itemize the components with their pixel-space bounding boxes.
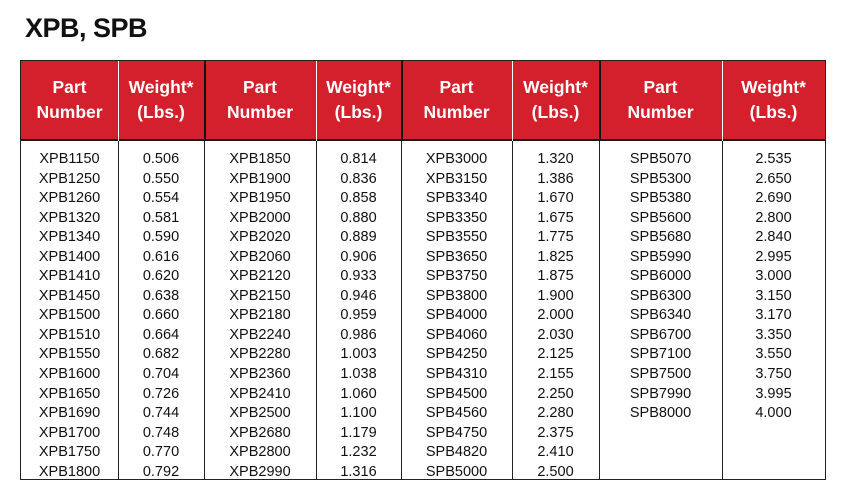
part-number-cell: XPB1450 <box>38 287 101 304</box>
part-number-column-4 <box>599 150 722 424</box>
weight-cell: 0.664 <box>142 326 180 343</box>
part-number-cell: SPB5990 <box>629 248 692 265</box>
part-number-cell: SPB3550 <box>425 229 488 246</box>
part-number-cell: SPB4750 <box>425 424 488 441</box>
part-number-cell: SPB6700 <box>629 326 692 343</box>
header-part-number-1 <box>21 61 118 139</box>
weight-cell: 3.550 <box>755 346 792 363</box>
weight-cell: 2.125 <box>537 346 574 363</box>
part-number-column-3 <box>401 150 512 482</box>
part-number-cell: XPB2680 <box>229 424 291 441</box>
part-number-column-1 <box>21 150 118 482</box>
part-number-cell: XPB1690 <box>38 405 101 422</box>
weight-cell: 1.003 <box>340 346 377 363</box>
weight-cell: 0.814 <box>340 151 377 167</box>
weight-cell: 2.155 <box>537 366 574 383</box>
weight-cell: 1.670 <box>537 190 574 207</box>
column-divider <box>118 61 119 141</box>
header-line: Weight* <box>326 77 391 97</box>
weight-cell: 0.590 <box>142 229 180 246</box>
part-number-cell: XPB2500 <box>229 405 291 422</box>
column-divider <box>512 61 513 141</box>
weight-cell: 0.638 <box>142 287 180 304</box>
weight-cell: 0.906 <box>340 248 377 265</box>
part-number-cell: XPB1850 <box>229 151 291 167</box>
part-number-cell: XPB1950 <box>229 190 291 207</box>
part-number-cell: XPB1400 <box>38 248 101 265</box>
part-number-cell: XPB1260 <box>38 190 101 207</box>
part-number-cell: SPB4250 <box>425 346 488 363</box>
weight-cell: 1.320 <box>537 151 574 167</box>
page-title: XPB, SPB <box>25 13 148 43</box>
part-number-cell: XPB2990 <box>229 463 291 480</box>
header-line: (Lbs.) <box>137 102 185 122</box>
weight-cell: 1.179 <box>340 424 377 441</box>
part-number-cell: SPB5300 <box>629 170 692 187</box>
weight-cell: 0.770 <box>142 444 180 461</box>
weight-cell: 1.316 <box>340 463 377 480</box>
weight-cell: 2.250 <box>537 385 574 402</box>
header-line: Number <box>36 102 103 122</box>
part-number-cell: SPB3340 <box>425 190 488 207</box>
header-line: Part <box>439 77 474 97</box>
weight-cell: 0.933 <box>340 268 377 285</box>
part-number-cell: SPB5070 <box>629 151 692 167</box>
part-number-cell: XPB2120 <box>229 268 291 285</box>
part-number-cell: SPB3650 <box>425 248 488 265</box>
part-number-cell: SPB5380 <box>629 190 692 207</box>
column-divider <box>722 61 723 141</box>
weight-column-3 <box>512 150 599 482</box>
weight-cell: 1.875 <box>537 268 574 285</box>
part-number-cell: XPB1320 <box>38 209 101 226</box>
part-number-cell: SPB7500 <box>629 366 692 383</box>
part-number-cell: XPB1150 <box>39 151 100 167</box>
weight-cell: 3.750 <box>755 366 792 383</box>
weight-cell: 0.660 <box>142 307 180 324</box>
header-line: Part <box>643 77 678 97</box>
part-number-cell: SPB7100 <box>629 346 692 363</box>
part-number-cell: SPB3350 <box>425 209 488 226</box>
header-line: Part <box>242 77 278 97</box>
weight-cell: 0.726 <box>142 385 180 402</box>
part-number-cell: SPB4060 <box>425 326 488 343</box>
weight-cell: 1.386 <box>537 170 574 187</box>
weight-cell: 2.030 <box>537 326 574 343</box>
part-number-cell: XPB3000 <box>425 151 488 167</box>
part-number-cell: SPB5600 <box>629 209 692 226</box>
header-line: Weight* <box>523 77 588 97</box>
weight-cell: 1.825 <box>537 248 574 265</box>
part-number-cell: SPB3800 <box>425 287 488 304</box>
header-line: Weight* <box>128 77 194 97</box>
weight-cell: 2.375 <box>537 424 574 441</box>
weight-cell: 2.280 <box>537 405 574 422</box>
column-divider <box>204 61 206 141</box>
header-line: Number <box>226 102 294 122</box>
part-number-cell: XPB2150 <box>229 287 291 304</box>
weight-cell: 1.900 <box>537 287 574 304</box>
weight-cell: 1.675 <box>537 209 574 226</box>
column-divider <box>599 61 601 141</box>
part-number-cell: XPB1510 <box>38 326 101 343</box>
weight-cell: 3.000 <box>755 268 792 285</box>
part-number-cell: XPB2360 <box>229 366 291 383</box>
part-number-cell: XPB1900 <box>229 170 291 187</box>
header-weight-2 <box>316 61 401 139</box>
header-weight-4 <box>722 61 825 139</box>
column-divider <box>401 61 403 141</box>
weight-column-2 <box>316 150 401 482</box>
weight-cell: 2.535 <box>755 151 792 167</box>
weight-cell: 0.704 <box>142 366 180 383</box>
part-number-cell: SPB7990 <box>629 385 692 402</box>
header-weight-3 <box>512 61 599 139</box>
weight-cell: 3.150 <box>755 287 792 304</box>
part-number-cell: SPB6300 <box>629 287 692 304</box>
part-number-cell: XPB1800 <box>38 463 101 480</box>
part-number-cell: XPB1410 <box>38 268 101 285</box>
part-number-cell: XPB2060 <box>229 248 291 265</box>
weight-cell: 0.858 <box>340 190 377 207</box>
header-line: Number <box>627 102 694 122</box>
part-number-cell: XPB1700 <box>38 424 101 441</box>
part-number-cell: XPB3150 <box>425 170 488 187</box>
part-number-cell: SPB6340 <box>629 307 692 324</box>
weight-cell: 0.620 <box>142 268 180 285</box>
part-number-cell: XPB2180 <box>229 307 291 324</box>
part-number-cell: SPB4310 <box>425 366 488 383</box>
weight-cell: 1.100 <box>340 405 377 422</box>
weight-cell: 2.650 <box>755 170 792 187</box>
weight-cell: 3.170 <box>755 307 792 324</box>
weight-cell: 0.682 <box>142 346 180 363</box>
header-line: Number <box>423 102 490 122</box>
weight-cell: 2.840 <box>755 229 792 246</box>
weight-cell: 2.690 <box>755 190 792 207</box>
weight-cell: 3.995 <box>755 385 792 402</box>
header-line: (Lbs.) <box>749 102 798 122</box>
weight-cell: 0.554 <box>142 190 180 207</box>
part-number-cell: SPB3750 <box>425 268 488 285</box>
weight-cell: 1.060 <box>340 385 377 402</box>
weight-cell: 0.959 <box>340 307 377 324</box>
weight-cell: 2.995 <box>755 248 792 265</box>
weight-cell: 0.986 <box>340 326 377 343</box>
column-divider <box>316 61 317 141</box>
weight-cell: 0.550 <box>142 170 180 187</box>
weight-cell: 0.880 <box>340 209 377 226</box>
header-part-number-2 <box>204 61 316 139</box>
weight-cell: 0.506 <box>142 151 180 167</box>
weight-column-1 <box>118 150 204 482</box>
weight-cell: 0.744 <box>142 405 180 422</box>
header-part-number-4 <box>599 61 722 139</box>
weight-cell: 2.500 <box>537 463 574 480</box>
weight-cell: 0.889 <box>340 229 377 246</box>
header-line: Part <box>52 77 87 97</box>
part-number-cell: XPB1250 <box>38 170 101 187</box>
weight-cell: 1.775 <box>537 229 574 246</box>
part-number-cell: XPB1500 <box>38 307 101 324</box>
part-number-cell: XPB1750 <box>38 444 101 461</box>
part-number-cell: SPB4560 <box>425 405 488 422</box>
part-number-cell: XPB2280 <box>229 346 291 363</box>
weight-cell: 3.350 <box>755 326 792 343</box>
part-number-cell: XPB2000 <box>229 209 291 226</box>
part-number-cell: SPB5680 <box>629 229 692 246</box>
header-line: (Lbs.) <box>334 102 383 122</box>
part-number-cell: SPB4820 <box>425 444 488 461</box>
header-line: Weight* <box>741 77 806 97</box>
part-number-cell: XPB2020 <box>229 229 291 246</box>
header-part-number-3 <box>401 61 512 139</box>
weight-table <box>20 60 826 480</box>
weight-cell: 0.836 <box>340 170 377 187</box>
weight-cell: 2.410 <box>537 444 574 461</box>
weight-cell: 0.748 <box>142 424 180 441</box>
part-number-column-2 <box>204 150 316 482</box>
weight-cell: 0.616 <box>142 248 180 265</box>
weight-column-4 <box>722 150 825 424</box>
part-number-cell: XPB2410 <box>229 385 291 402</box>
part-number-cell: SPB6000 <box>629 268 692 285</box>
part-number-cell: XPB2240 <box>229 326 291 343</box>
weight-cell: 2.800 <box>755 209 792 226</box>
part-number-cell: SPB8000 <box>629 405 692 422</box>
part-number-cell: SPB5000 <box>425 463 488 480</box>
part-number-cell: XPB1340 <box>38 229 101 246</box>
weight-cell: 0.792 <box>142 463 180 480</box>
header-weight-1 <box>118 61 204 139</box>
weight-cell: 0.946 <box>340 287 377 304</box>
weight-cell: 1.038 <box>340 366 377 383</box>
weight-cell: 0.581 <box>142 209 180 226</box>
part-number-cell: XPB1550 <box>38 346 101 363</box>
weight-cell: 1.232 <box>340 444 377 461</box>
part-number-cell: SPB4500 <box>425 385 488 402</box>
part-number-cell: XPB2800 <box>229 444 291 461</box>
weight-cell: 2.000 <box>537 307 574 324</box>
part-number-cell: XPB1600 <box>38 366 101 383</box>
part-number-cell: XPB1650 <box>38 385 101 402</box>
weight-cell: 4.000 <box>755 405 792 422</box>
part-number-cell: SPB4000 <box>425 307 488 324</box>
header-line: (Lbs.) <box>531 102 580 122</box>
